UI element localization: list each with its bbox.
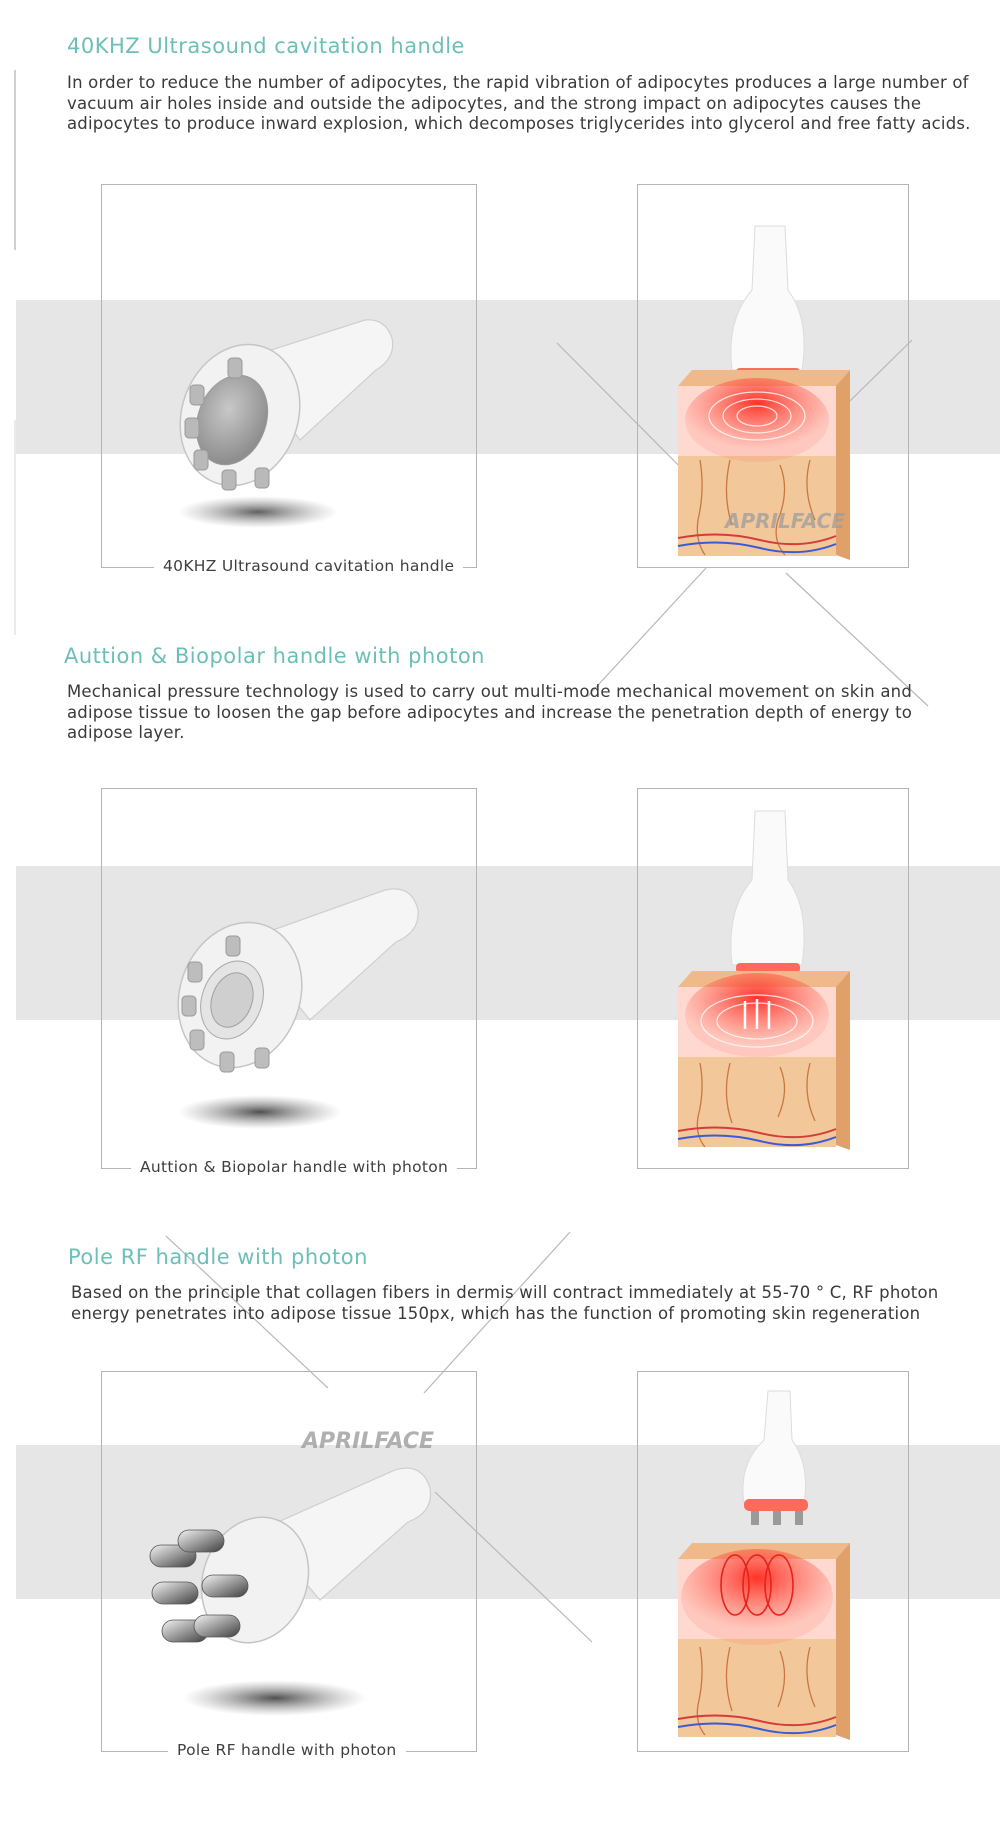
section-description: Mechanical pressure technology is used to carry out multi-mode mechanical movement on skin and adipose tissue to loosen the gap before adipocytes and increase the penetration depth of energy to adipose layer.	[67, 682, 913, 742]
product-caption: Pole RF handle with photon	[168, 1741, 406, 1759]
product-caption: Auttion & Biopolar handle with photon	[131, 1158, 457, 1176]
skin-cross-section-image	[660, 220, 880, 560]
bipolar-handle-image	[160, 870, 450, 1140]
product-caption: 40KHZ Ultrasound cavitation handle	[154, 557, 463, 575]
skin-cross-section-image	[660, 805, 880, 1155]
skin-cross-section-image	[660, 1385, 880, 1745]
section-description: Based on the principle that collagen fibers in dermis will contract immediately at 55-70 ° C, RF photon energy penetrates into adipose tissue 150px, which has the function of promoting skin regeneration	[71, 1283, 939, 1323]
edge-line	[14, 70, 16, 250]
section-title: 40KHZ Ultrasound cavitation handle	[67, 34, 465, 58]
section-title: Pole RF handle with photon	[68, 1245, 368, 1269]
section-title: Auttion & Biopolar handle with photon	[64, 644, 485, 668]
rf-handle-image	[150, 1450, 450, 1720]
section-description: In order to reduce the number of adipocytes, the rapid vibration of adipocytes produces a large number of vacuum air holes inside and outside the adipocytes, and the strong impact on adipocytes causes the adipocytes to produce inward explosion, which decomposes triglycerides into glycerol and free fatty acids.	[67, 73, 971, 133]
cavitation-handle-image	[170, 300, 430, 540]
edge-line	[14, 420, 16, 635]
watermark: APRILFACE	[725, 509, 846, 533]
watermark: APRILFACE	[302, 1429, 435, 1454]
